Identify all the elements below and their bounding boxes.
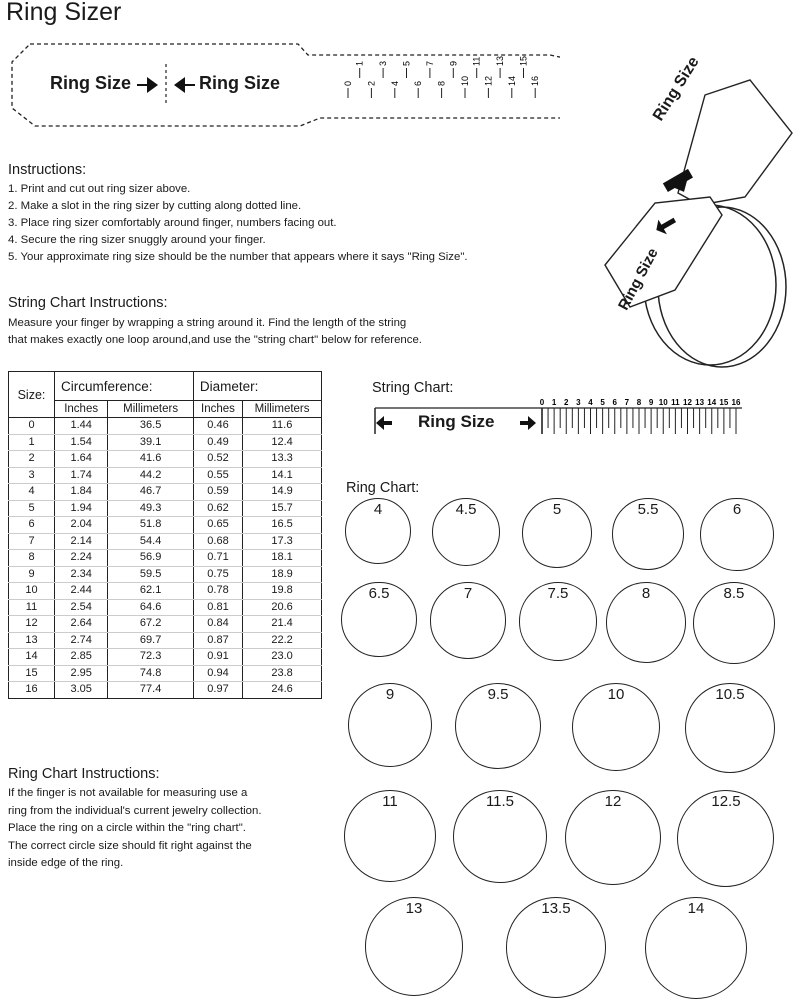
table-cell: 7 bbox=[9, 533, 55, 550]
table-cell: 2.85 bbox=[55, 649, 108, 666]
string-tick-label: 13 bbox=[695, 398, 705, 407]
table-cell: 1.54 bbox=[55, 434, 108, 451]
table-row bbox=[9, 583, 322, 600]
ring-instructions-line: inside edge of the ring. bbox=[8, 857, 124, 869]
table-cell: 0.97 bbox=[193, 682, 242, 699]
table-row bbox=[9, 434, 322, 451]
table-cell: 23.0 bbox=[243, 649, 322, 666]
ring-size-circle bbox=[345, 498, 411, 564]
sizer-label-left: Ring Size bbox=[50, 73, 132, 93]
table-cell: 2 bbox=[9, 451, 55, 468]
sizer-tick-label: 9 bbox=[448, 60, 459, 66]
ring-size-circle bbox=[606, 582, 687, 663]
sizer-tick-label: 10 bbox=[460, 75, 470, 86]
column-header-inches: Inches bbox=[55, 401, 108, 418]
ring-size-circle bbox=[432, 498, 500, 566]
table-cell: 1.44 bbox=[55, 418, 108, 435]
table-cell: 0.84 bbox=[193, 616, 242, 633]
table-cell: 0.65 bbox=[193, 517, 242, 534]
ring-instructions-line: Place the ring on a circle within the "ring chart". bbox=[8, 822, 246, 834]
table-cell: 62.1 bbox=[108, 583, 194, 600]
table-cell: 2.14 bbox=[55, 533, 108, 550]
table-row bbox=[9, 533, 322, 550]
sizer-tick-label: 7 bbox=[424, 60, 435, 66]
table-cell: 16 bbox=[9, 682, 55, 699]
table-cell: 51.8 bbox=[108, 517, 194, 534]
string-chart-heading: String Chart: bbox=[372, 380, 454, 396]
table-cell: 12.4 bbox=[243, 434, 322, 451]
ring-size-label: 13 bbox=[405, 900, 423, 917]
table-cell: 2.04 bbox=[55, 517, 108, 534]
string-tick-label: 14 bbox=[707, 398, 717, 407]
ring-size-label: 12 bbox=[604, 793, 622, 810]
string-instructions-heading: String Chart Instructions: bbox=[8, 295, 168, 311]
table-row bbox=[9, 500, 322, 517]
table-row bbox=[9, 682, 322, 699]
arrow-left-icon bbox=[376, 416, 392, 430]
table-cell: 0.59 bbox=[193, 484, 242, 501]
table-cell: 24.6 bbox=[243, 682, 322, 699]
string-tick-label: 7 bbox=[624, 398, 630, 407]
table-cell: 2.64 bbox=[55, 616, 108, 633]
ring-size-circle bbox=[700, 498, 773, 571]
table-cell: 77.4 bbox=[108, 682, 194, 699]
table-cell: 1.64 bbox=[55, 451, 108, 468]
table-cell: 2.95 bbox=[55, 665, 108, 682]
table-cell: 15.7 bbox=[243, 500, 322, 517]
table-cell: 1.84 bbox=[55, 484, 108, 501]
table-row bbox=[9, 649, 322, 666]
ring-size-circle bbox=[365, 897, 464, 996]
string-tick-label: 5 bbox=[600, 398, 605, 407]
table-cell: 54.4 bbox=[108, 533, 194, 550]
sizer-tick-label: 15 bbox=[518, 55, 529, 66]
ring-size-label: 4 bbox=[373, 501, 383, 518]
sizer-tick-label: 4 bbox=[389, 80, 400, 86]
sizer-tick-label: 0 bbox=[343, 80, 353, 86]
table-row bbox=[9, 566, 322, 583]
table-cell: 0.91 bbox=[193, 649, 242, 666]
ring-size-circle bbox=[677, 790, 774, 887]
ring-instructions-line: If the finger is not available for measuring use a bbox=[8, 787, 248, 799]
column-group-diameter: Diameter: bbox=[193, 372, 321, 401]
table-cell: 0.94 bbox=[193, 665, 242, 682]
arrow-right-icon bbox=[520, 416, 536, 430]
table-cell: 11 bbox=[9, 599, 55, 616]
strip-top bbox=[678, 80, 792, 205]
ring-size-circle bbox=[522, 498, 592, 568]
ring-size-label: 11 bbox=[382, 793, 398, 810]
table-cell: 1.94 bbox=[55, 500, 108, 517]
page-title: Ring Sizer bbox=[6, 0, 122, 26]
instruction-step: 4. Secure the ring sizer snuggly around your finger. bbox=[8, 234, 266, 246]
table-cell: 10 bbox=[9, 583, 55, 600]
ring-size-label: 13.5 bbox=[541, 900, 571, 917]
ring-size-label: 7.5 bbox=[547, 585, 569, 602]
string-tick-label: 12 bbox=[683, 398, 692, 407]
arrow-right-icon bbox=[137, 77, 158, 93]
table-cell: 17.3 bbox=[243, 533, 322, 550]
table-cell: 9 bbox=[9, 566, 55, 583]
table-cell: 15 bbox=[9, 665, 55, 682]
table-cell: 39.1 bbox=[108, 434, 194, 451]
table-row bbox=[9, 517, 322, 534]
instruction-step: 1. Print and cut out ring sizer above. bbox=[8, 183, 191, 195]
column-header-inches: Inches bbox=[193, 401, 242, 418]
ring-size-table bbox=[8, 371, 322, 699]
column-header-size: Size: bbox=[9, 372, 55, 418]
wrap-label-bottom: Ring Size bbox=[615, 245, 662, 313]
table-cell: 16.5 bbox=[243, 517, 322, 534]
ring-size-circle bbox=[572, 683, 660, 771]
instruction-step: 2. Make a slot in the ring sizer by cutting along dotted line. bbox=[8, 200, 302, 212]
string-tick-label: 16 bbox=[731, 398, 741, 407]
ring-size-label: 6 bbox=[732, 501, 742, 518]
table-cell: 2.34 bbox=[55, 566, 108, 583]
ring-wrap-illustration bbox=[600, 75, 798, 375]
ring-size-circle bbox=[453, 790, 546, 883]
table-cell: 13.3 bbox=[243, 451, 322, 468]
table-cell: 3.05 bbox=[55, 682, 108, 699]
sizer-tick-label: 2 bbox=[366, 80, 377, 86]
table-cell: 14.9 bbox=[243, 484, 322, 501]
string-scale bbox=[540, 398, 741, 434]
ring-size-label: 12.5 bbox=[711, 793, 741, 810]
table-cell: 22.2 bbox=[243, 632, 322, 649]
string-tick-label: 2 bbox=[564, 398, 569, 407]
string-tick-label: 6 bbox=[612, 398, 617, 407]
ring-size-label: 7 bbox=[463, 585, 473, 602]
table-cell: 0.71 bbox=[193, 550, 242, 567]
sizer-tick-label: 13 bbox=[495, 55, 506, 66]
ring-size-circle bbox=[645, 897, 747, 999]
table-cell: 36.5 bbox=[108, 418, 194, 435]
sizer-label-right: Ring Size bbox=[199, 73, 281, 93]
table-row bbox=[9, 599, 322, 616]
table-cell: 0.46 bbox=[193, 418, 242, 435]
instructions-heading: Instructions: bbox=[8, 162, 87, 178]
ring-size-label: 8.5 bbox=[723, 585, 745, 602]
table-row bbox=[9, 616, 322, 633]
arrow-left-icon bbox=[174, 77, 195, 93]
string-tick-label: 9 bbox=[648, 398, 654, 407]
string-tick-label: 10 bbox=[658, 398, 668, 407]
table-cell: 13 bbox=[9, 632, 55, 649]
table-cell: 20.6 bbox=[243, 599, 322, 616]
sizer-tick-label: 3 bbox=[378, 60, 389, 66]
table-cell: 14 bbox=[9, 649, 55, 666]
table-cell: 11.6 bbox=[243, 418, 322, 435]
sizer-tick-label: 1 bbox=[354, 60, 365, 66]
wrap-label-top: Ring Size bbox=[650, 53, 703, 125]
table-row bbox=[9, 550, 322, 567]
column-group-circumference: Circumference: bbox=[55, 372, 194, 401]
ring-size-label: 4.5 bbox=[455, 501, 477, 518]
sizer-scale bbox=[343, 56, 540, 98]
table-cell: 18.9 bbox=[243, 566, 322, 583]
table-cell: 64.6 bbox=[108, 599, 194, 616]
table-cell: 14.1 bbox=[243, 467, 322, 484]
string-instructions-line: that makes exactly one loop around,and use the "string chart" below for reference. bbox=[8, 334, 422, 346]
ring-size-circle bbox=[430, 582, 507, 659]
table-cell: 0.75 bbox=[193, 566, 242, 583]
instruction-step: 3. Place ring sizer comfortably around finger, numbers facing out. bbox=[8, 217, 337, 229]
ring-size-circle bbox=[612, 498, 684, 570]
table-cell: 2.24 bbox=[55, 550, 108, 567]
ring-size-label: 11.5 bbox=[485, 793, 515, 810]
ring-instructions-line: ring from the individual's current jewelry collection. bbox=[8, 804, 262, 817]
table-cell: 1 bbox=[9, 434, 55, 451]
ring-size-label: 5 bbox=[552, 501, 562, 518]
table-cell: 74.8 bbox=[108, 665, 194, 682]
table-cell: 21.4 bbox=[243, 616, 322, 633]
table-cell: 0.49 bbox=[193, 434, 242, 451]
table-cell: 4 bbox=[9, 484, 55, 501]
table-cell: 59.5 bbox=[108, 566, 194, 583]
ring-instructions-line: The correct circle size should fit right against the bbox=[8, 839, 252, 852]
table-row bbox=[9, 484, 322, 501]
table-cell: 41.6 bbox=[108, 451, 194, 468]
table-cell: 2.54 bbox=[55, 599, 108, 616]
sizer-tick-label: 14 bbox=[506, 75, 517, 86]
ring-chart-heading: Ring Chart: bbox=[346, 480, 420, 496]
sizer-tick-label: 12 bbox=[483, 75, 494, 86]
table-cell: 8 bbox=[9, 550, 55, 567]
ring-size-circle bbox=[455, 683, 541, 769]
ring-size-label: 14 bbox=[687, 900, 705, 917]
sizer-tick-label: 16 bbox=[530, 75, 541, 86]
ring-size-label: 8 bbox=[641, 585, 651, 602]
table-row bbox=[9, 632, 322, 649]
table-row bbox=[9, 418, 322, 435]
sizer-tick-label: 5 bbox=[401, 60, 412, 66]
table-cell: 0 bbox=[9, 418, 55, 435]
sizer-tick-label: 8 bbox=[436, 80, 447, 86]
table-cell: 1.74 bbox=[55, 467, 108, 484]
table-cell: 2.44 bbox=[55, 583, 108, 600]
table-cell: 3 bbox=[9, 467, 55, 484]
table-cell: 0.62 bbox=[193, 500, 242, 517]
ring-size-circle bbox=[565, 790, 660, 885]
table-cell: 49.3 bbox=[108, 500, 194, 517]
table-cell: 56.9 bbox=[108, 550, 194, 567]
table-cell: 46.7 bbox=[108, 484, 194, 501]
ring-size-label: 9 bbox=[385, 686, 395, 703]
ring-size-circle bbox=[506, 897, 607, 998]
ring-size-circle bbox=[685, 683, 775, 773]
table-cell: 72.3 bbox=[108, 649, 194, 666]
table-row bbox=[9, 665, 322, 682]
table-cell: 5 bbox=[9, 500, 55, 517]
table-cell: 12 bbox=[9, 616, 55, 633]
instruction-step: 5. Your approximate ring size should be the number that appears where it says "Ring Size". bbox=[8, 251, 468, 263]
ring-size-circle bbox=[348, 683, 432, 767]
string-tick-label: 15 bbox=[719, 398, 729, 407]
table-cell: 0.78 bbox=[193, 583, 242, 600]
ring-size-circle bbox=[519, 582, 598, 661]
table-cell: 18.1 bbox=[243, 550, 322, 567]
string-tick-label: 3 bbox=[576, 398, 581, 407]
table-cell: 67.2 bbox=[108, 616, 194, 633]
table-cell: 0.87 bbox=[193, 632, 242, 649]
table-cell: 19.8 bbox=[243, 583, 322, 600]
table-row bbox=[9, 467, 322, 484]
table-cell: 0.81 bbox=[193, 599, 242, 616]
string-tick-label: 1 bbox=[551, 398, 557, 407]
ring-size-label: 5.5 bbox=[637, 501, 659, 518]
string-instructions-line: Measure your finger by wrapping a string around it. Find the length of the string bbox=[8, 317, 407, 329]
table-cell: 0.55 bbox=[193, 467, 242, 484]
table-cell: 6 bbox=[9, 517, 55, 534]
table-cell: 2.74 bbox=[55, 632, 108, 649]
ring-size-label: 6.5 bbox=[368, 585, 390, 602]
sizer-tick-label: 6 bbox=[413, 80, 424, 86]
string-tick-label: 4 bbox=[588, 398, 593, 407]
string-tick-label: 0 bbox=[539, 398, 545, 407]
ring-size-label: 10 bbox=[607, 686, 625, 703]
column-header-millimeters: Millimeters bbox=[108, 401, 194, 418]
string-tick-label: 8 bbox=[636, 398, 642, 407]
ring-instructions-heading: Ring Chart Instructions: bbox=[8, 766, 160, 782]
sizer-tick-label: 11 bbox=[471, 56, 482, 66]
string-chart-label: Ring Size bbox=[418, 412, 495, 431]
table-row bbox=[9, 451, 322, 468]
ring-size-label: 10.5 bbox=[715, 686, 745, 703]
column-header-millimeters: Millimeters bbox=[243, 401, 322, 418]
ring-size-circle bbox=[344, 790, 436, 882]
ring-size-circle bbox=[341, 582, 416, 657]
string-tick-label: 11 bbox=[671, 398, 680, 407]
table-cell: 0.68 bbox=[193, 533, 242, 550]
table-cell: 0.52 bbox=[193, 451, 242, 468]
table-cell: 44.2 bbox=[108, 467, 194, 484]
table-cell: 69.7 bbox=[108, 632, 194, 649]
ring-size-label: 9.5 bbox=[487, 686, 509, 703]
ring-size-circle bbox=[693, 582, 775, 664]
table-cell: 23.8 bbox=[243, 665, 322, 682]
